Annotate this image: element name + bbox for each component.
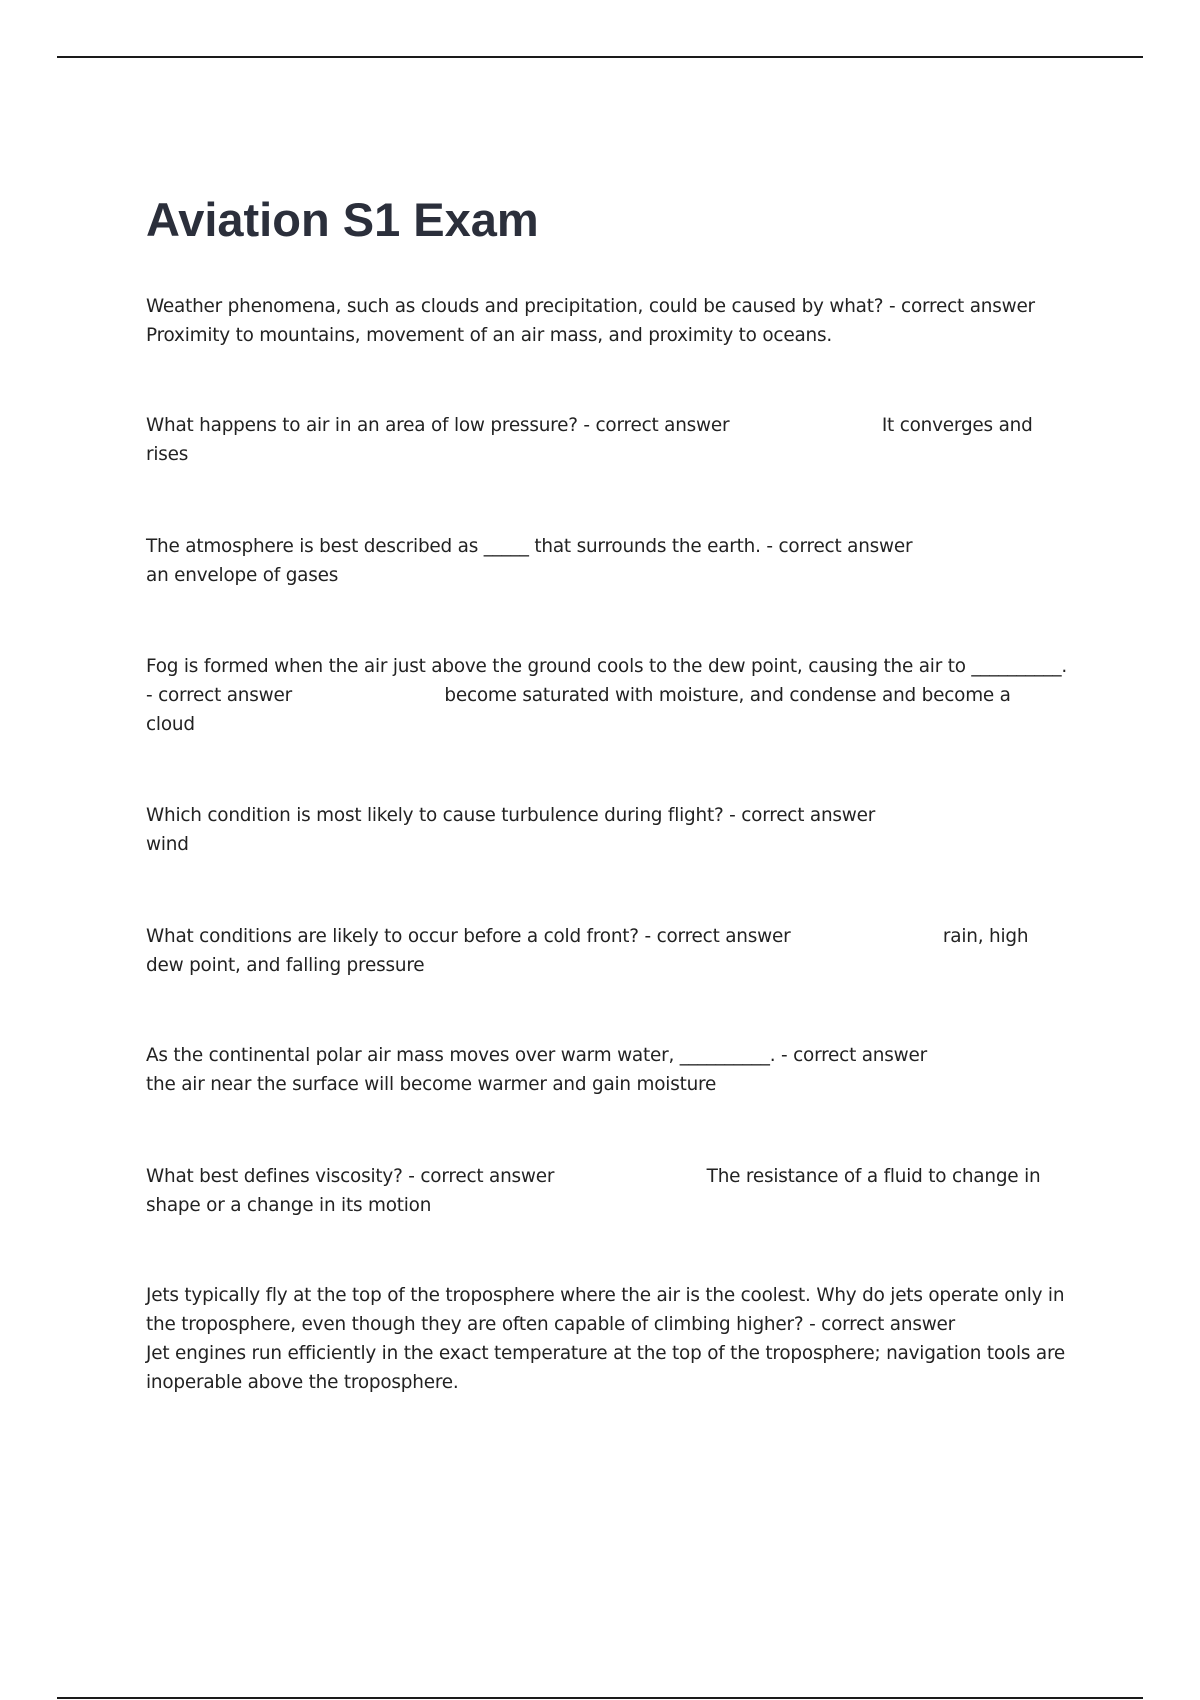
qa-item-6-line-2: dew point, and falling pressure [146,955,425,976]
qa-item-8 [146,1162,1076,1220]
qa-item-6-line-1: What conditions are likely to occur before a cold front? - correct answer rain, high [146,926,1029,947]
qa-item-4-line-3: cloud [146,714,195,735]
qa-item-1-line-1: Weather phenomena, such as clouds and precipitation, could be caused by what? - correct answer [146,296,1035,317]
qa-item-4-line-1: Fog is formed when the air just above the ground cools to the dew point, causing the air to __________. [146,656,1068,677]
qa-item-7-line-1: As the continental polar air mass moves over warm water, __________. - correct answer [146,1045,927,1066]
qa-item-6 [146,922,1076,980]
qa-item-7-line-2: the air near the surface will become warmer and gain moisture [146,1074,717,1095]
qa-item-2-line-2: rises [146,444,189,465]
qa-item-3 [146,532,1076,590]
qa-item-9-line-2: the troposphere, even though they are often capable of climbing higher? - correct answer [146,1314,956,1335]
top-rule [57,56,1143,58]
qa-item-4 [146,652,1076,739]
qa-item-5-line-1: Which condition is most likely to cause turbulence during flight? - correct answer [146,805,876,826]
qa-item-1 [146,292,1076,350]
qa-item-9-line-4: inoperable above the troposphere. [146,1372,459,1393]
bottom-rule [57,1697,1143,1699]
qa-item-8-line-1: What best defines viscosity? - correct answer The resistance of a fluid to change in [146,1166,1041,1187]
qa-item-9-line-1: Jets typically fly at the top of the troposphere where the air is the coolest. Why do jets operate only in [146,1285,1065,1306]
qa-item-9 [146,1281,1076,1397]
qa-item-2 [146,411,1076,469]
document-title: Aviation S1 Exam [146,193,539,246]
qa-item-7 [146,1041,1076,1099]
qa-item-5 [146,801,1076,859]
qa-item-9-line-3: Jet engines run efficiently in the exact temperature at the top of the troposphere; navigation tools are [146,1343,1066,1364]
qa-item-8-line-2: shape or a change in its motion [146,1195,432,1216]
qa-item-5-line-2: wind [146,834,189,855]
qa-item-3-line-2: an envelope of gases [146,565,339,586]
qa-item-1-line-2: Proximity to mountains, movement of an air mass, and proximity to oceans. [146,325,833,346]
qa-item-4-line-2: - correct answer become saturated with moisture, and condense and become a [146,685,1011,706]
qa-item-2-line-1: What happens to air in an area of low pressure? - correct answer It converges and [146,415,1033,436]
qa-item-3-line-1: The atmosphere is best described as _____ that surrounds the earth. - correct answer [146,536,913,557]
